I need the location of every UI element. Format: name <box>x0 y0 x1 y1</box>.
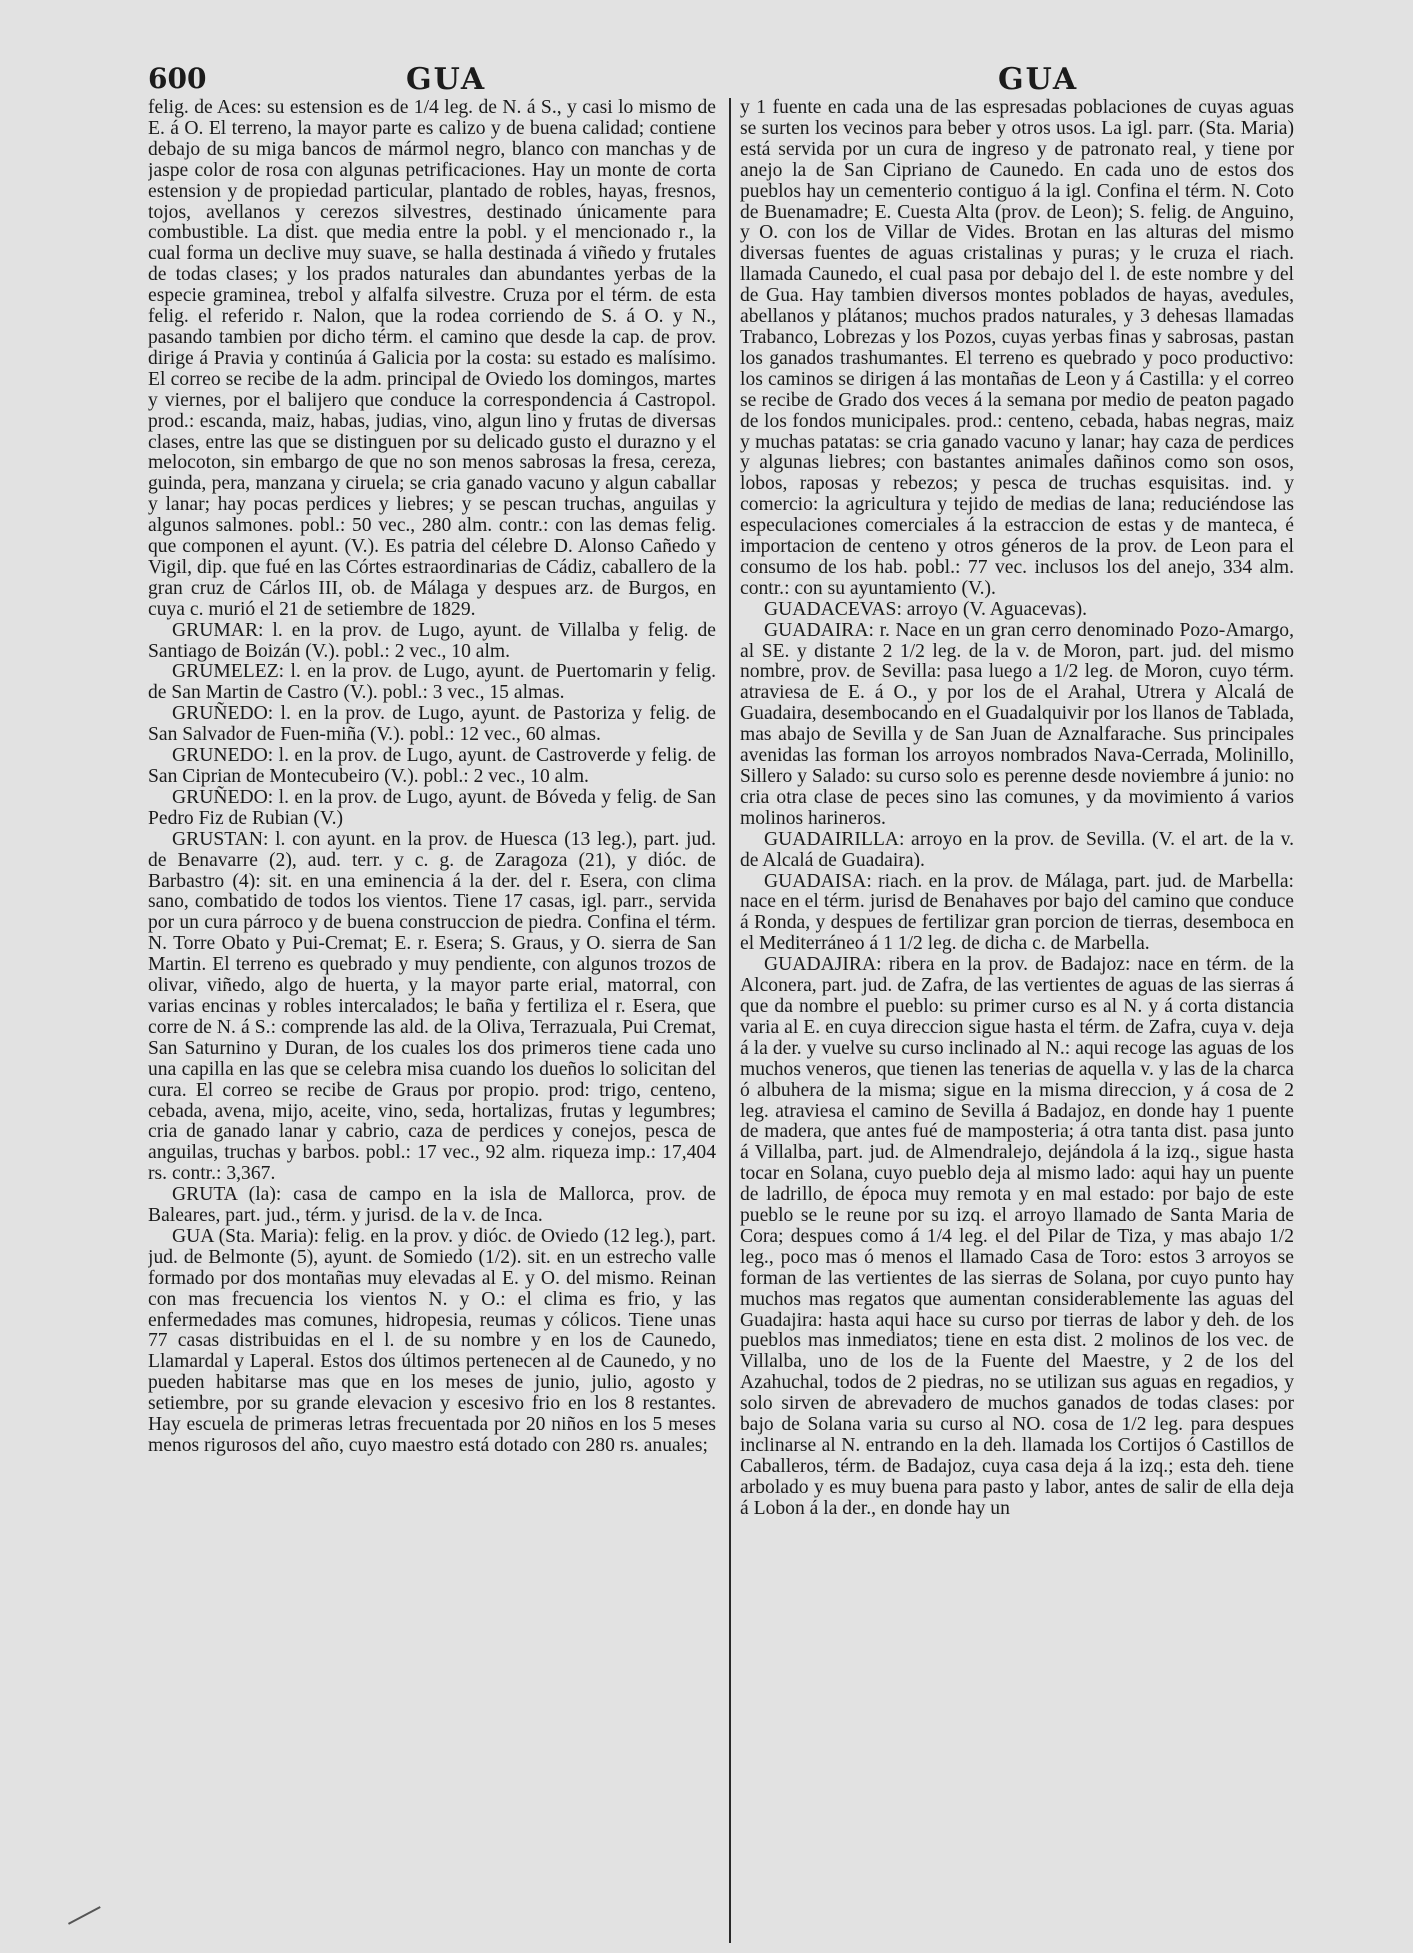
page-number: 600 <box>148 62 207 95</box>
entry-grunedo-boveda: GRUÑEDO: l. en la prov. de Lugo, ayunt. de Bóveda y felig. de San Pedro Fiz de Rubian (V.) <box>148 786 716 829</box>
column-divider <box>729 98 731 1943</box>
entry-guadacevas: GUADACEVAS: arroyo (V. Aguacevas). <box>764 598 1088 620</box>
entry-guadaisa: GUADAISA: riach. en la prov. de Málaga, part. jud. de Marbella: nace en el térm. jurisd de Benahaves por bajo del camino que conduce á Ronda, y despues de fertilizar gran porcion de tierras, desemboca en el Mediterráneo á 1 1/2 leg. de dicha c. de Marbella. <box>740 870 1294 955</box>
left-continuation-paragraph: felig. de Aces: su estension es de 1/4 leg. de N. á S., y casi lo mismo de E. á O. El terreno, la mayor parte es calizo y de buena calidad; contiene debajo de su miga bancos de mármol negro, blanco con manchas y de jaspe color de rosa con algunas petrificaciones. Hay un monte de corta estension y de propiedad particular, plantado de robles, hayas, fresnos, tojos, avellanos y cerezos silvestres, destinado únicamente para combustible. La dist. que media entre la pobl. y el mencionado r., la cual forma un declive muy suave, se halla destinada á viñedo y frutales de todas clases; y los prados naturales dan abundantes yerbas de la especie graminea, trebol y alfalfa silvestre. Cruza por el térm. de esta felig. el referido r. Nalon, que la rodea corriendo de S. á O. y N., pasando tambien por dicho térm. el camino que desde la cap. de prov. dirige á Pravia y continúa á Galicia por la costa: su estado es malísimo. El correo se recibe de la adm. principal de Oviedo los domingos, martes y viernes, por el balijero que conduce la correspondencia á Castropol. prod.: escanda, maiz, habas, judias, vino, algun lino y frutas de diversas clases, entre las que se distinguen por su delicado gusto el durazno y el melocoton, sin embargo de que no son menos sabrosas la fresa, cereza, guinda, pera, manzana y ciruela; se cria ganado vacuno y algun caballar y lanar; hay pocas perdices y liebres; y se pescan truchas, anguilas y algunos salmones. pobl.: 50 vec., 280 alm. contr.: con las demas felig. que componen el ayunt. (V.). Es patria del célebre D. Alonso Cañedo y Vigil, dip. que fué en las Córtes estraordinarias de Cádiz, caballero de la gran cruz de Cárlos III, ob. de Málaga y despues arz. de Burgos, en cuya c. murió el 21 de setiembre de 1829. <box>148 98 716 620</box>
entry-guadairilla: GUADAIRILLA: arroyo en la prov. de Sevilla. (V. el art. de la v. de Alcalá de Guadaira). <box>740 828 1294 871</box>
entry-guadaira: GUADAIRA: r. Nace en un gran cerro denominado Pozo-Amargo, al SE. y distante 2 1/2 leg. de la v. de Moron, part. jud. del mismo nombre, prov. de Sevilla: pasa luego a 1/2 leg. de Moron, cuyo térm. atraviesa de E. á O., y por los de el Arahal, Utrera y Alcalá de Guadaira, desembocando en el Guadalquivir por los llanos de Tablada, mas abajo de Sevilla y de San Juan de Aznalfarache. Sus principales avenidas las forman los arroyos nombrados Nava-Cerrada, Molinillo, Sillero y Salado: su curso solo es perenne desde noviembre á junio: no cria otra clase de peces sino las comunes, y da movimiento á varios molinos harineros. <box>740 619 1294 829</box>
entry-grumar: GRUMAR: l. en la prov. de Lugo, ayunt. de Villalba y felig. de Santiago de Boizán (V.). pobl.: 2 vec., 10 alm. <box>148 619 716 662</box>
entry-grunedo-castroverde: GRUNEDO: l. en la prov. de Lugo, ayunt. de Castroverde y felig. de San Ciprian de Montecubeiro (V.). pobl.: 2 vec., 10 alm. <box>148 745 716 787</box>
right-continuation-paragraph: y 1 fuente en cada una de las espresadas poblaciones de cuyas aguas se surten los vecinos para beber y otros usos. La igl. parr. (Sta. Maria) está servida por un cura de ingreso y de patronato real, y tiene por anejo la de San Cipriano de Caunedo. En cada uno de estos dos pueblos hay un cementerio contiguo á la igl. Confina el térm. N. Coto de Buenamadre; E. Cuesta Alta (prov. de Leon); S. felig. de Anguino, y O. con los de Villar de Vides. Brotan en las alturas del mismo diversas fuentes de aguas cristalinas y puras; y le cruza el riach. llamada Caunedo, el cual pasa por debajo del l. de este nombre y del de Gua. Hay tambien diversos montes poblados de hayas, avedules, abellanos y plátanos; muchos prados naturales, y 3 dehesas llamadas Trabanco, Lobrezas y los Pozos, cuyas yerbas finas y sabrosas, pastan los ganados trashumantes. El terreno es quebrado y poco productivo: los caminos se dirigen á las montañas de Leon y á Castilla: y el correo se recibe de Grado dos veces á la semana por medio de peaton pagado de los fondos municipales. prod.: centeno, cebada, habas negras, maiz y muchas patatas: se cria ganado vacuno y lanar; hay caza de perdices y algunas liebres; con bastantes animales dañinos como son osos, lobos, raposas y rebezos; y pesca de truchas esquisitas. ind. y comercio: la agricultura y tejido de medias de lana; reduciéndose las especulaciones comerciales á la estraccion de estas y de manteca, é importacion de centeno y otros géneros de la prov. de Leon para el consumo de los hab. pobl.: 77 vec. inclusos los del anejo, 334 alm. contr.: con su ayuntamiento (V.). <box>740 98 1294 599</box>
entry-grustan: GRUSTAN: l. con ayunt. en la prov. de Huesca (13 leg.), part. jud. de Benavarre (2), aud. terr. y c. g. de Zaragoza (21), y dióc. de Barbastro (4): sit. en una eminencia á la der. del r. Esera, con clima sano, combatido de todos los vientos. Tiene 17 casas, igl. parr., servida por un cura párroco y de buena construccion de piedra. Confina el térm. N. Torre Obato y Pui-Cremat; E. r. Esera; S. Graus, y O. sierra de San Martin. El terreno es quebrado y muy pendiente, con algunos trozos de olivar, viñedo, algo de huerta, y la mayor parte erial, matorral, con varias encinas y robles intercalados; le baña y fertiliza el r. Esera, que corre de N. á S.: comprende las ald. de la Oliva, Terrazuala, Pui Cremat, San Saturnino y Duran, de los cuales los dos primeros tiene cada uno una capilla en las que se celebra misa cuando los dueños lo solicitan del cura. El correo se recibe de Graus por propio. prod: trigo, centeno, cebada, avena, mijo, aceite, vino, seda, hortalizas, frutas y legumbres; cria de ganado lanar y cabrio, caza de perdices y conejos, pesca de anguilas, truchas y barbos. pobl.: 17 vec., 92 alm. riqueza imp.: 17,404 rs. contr.: 3,367. <box>148 828 716 1185</box>
entry-gruta: GRUTA (la): casa de campo en la isla de Mallorca, prov. de Baleares, part. jud., térm. y jurisd. de la v. de Inca. <box>148 1184 716 1227</box>
running-head-right: GUA <box>998 62 1079 97</box>
ink-smudge <box>63 1897 100 1924</box>
running-head-left: GUA <box>406 62 487 97</box>
entry-guadajira: GUADAJIRA: ribera en la prov. de Badajoz: nace en térm. de la Alconera, part. jud. de Zafra, de las vertientes de aguas de las sierras á que da nombre el pueblo: su primer curso es al N. y á corta distancia varia al E. en cuya direccion sigue hasta el térm. de Zafra, cuya v. deja á la der. y vuelve su curso inclinado al N.: aqui recoge las aguas de los muchos veneros, que tienen las tenerias de aquella v. y las de la charca ó albuhera de la misma; sigue en la misma direccion, y á cosa de 2 leg. atraviesa el camino de Sevilla á Badajoz, en donde hay 1 puente de madera, que antes fué de mamposteria; á otra tanta dist. pasa junto á Villalba, part. jud. de Almendralejo, dejándola á la izq., sigue hasta tocar en Solana, cuyo pueblo deja al mismo lado: aqui hay un puente de ladrillo, de época muy remota y en mal estado: por bajo de este pueblo se le reune por su izq. el arroyo llamado de Santa Maria de Cora; despues como á 1/4 leg. el del Pilar de Tiza, y mas abajo 1/2 leg., poco mas ó menos el llamado Casa de Toro: estos 3 arroyos se forman de las vertientes de las sierras de Solana, por cuyo punto hay muchos mas regatos que aumentan considerablemente las aguas del Guadajira: hasta aqui hace su curso por tierras de labor y deh. de los pueblos mas inmediatos; tiene en esta dist. 2 molinos de los vec. de Villalba, uno de los de la Fuente del Maestre, y 2 de los del Azahuchal, todos de 2 piedras, no se utilizan sus aguas en regadios, y solo sirven de abrevadero de muchos ganados de todas clases: por bajo de Solana varia su curso al NO. cosa de 1/2 leg. para despues inclinarse al N. entrando en la deh. llamada los Cortijos ó Castillos de Caballeros, térm. de Badajoz, cuya casa deja á la izq.; esta deh. tiene arbolado y es muy buena para pasto y labor, antes de salir de ella deja á Lobon á la der., en donde hay un <box>740 954 1294 1519</box>
entry-grunedo-pastoriza: GRUÑEDO: l. en la prov. de Lugo, ayunt. de Pastoriza y felig. de San Salvador de Fuen-miña (V.). pobl.: 12 vec., 60 almas. <box>148 703 716 746</box>
entry-gua: GUA (Sta. Maria): felig. en la prov. y dióc. de Oviedo (12 leg.), part. jud. de Belmonte (5), ayunt. de Somiedo (1/2). sit. en un estrecho valle formado por dos montañas muy elevadas al E. y O. del mismo. Reinan con mas frecuencia los vientos N. y O.: el clima es frio, y las enfermedades mas comunes, hidropesia, reumas y cólicos. Tiene unas 77 casas distribuidas en el l. de su nombre y en los de Caunedo, Llamardal y Laperal. Estos dos últimos pertenecen al de Caunedo, y no pueden habitarse mas que en los meses de junio, julio, agosto y setiembre, por su grande elevacion y escesivo frio en los 8 restantes. Hay escuela de primeras letras frecuentada por 20 niños en los 5 meses menos rigurosos del año, cuyo maestro está dotado con 280 rs. anuales; <box>148 1225 716 1456</box>
right-column <box>740 98 1294 1943</box>
entry-grumelez: GRUMELEZ: l. en la prov. de Lugo, ayunt. de Puertomarin y felig. de San Martin de Castro (V.). pobl.: 3 vec., 15 almas. <box>148 661 716 704</box>
left-column <box>148 98 716 1943</box>
